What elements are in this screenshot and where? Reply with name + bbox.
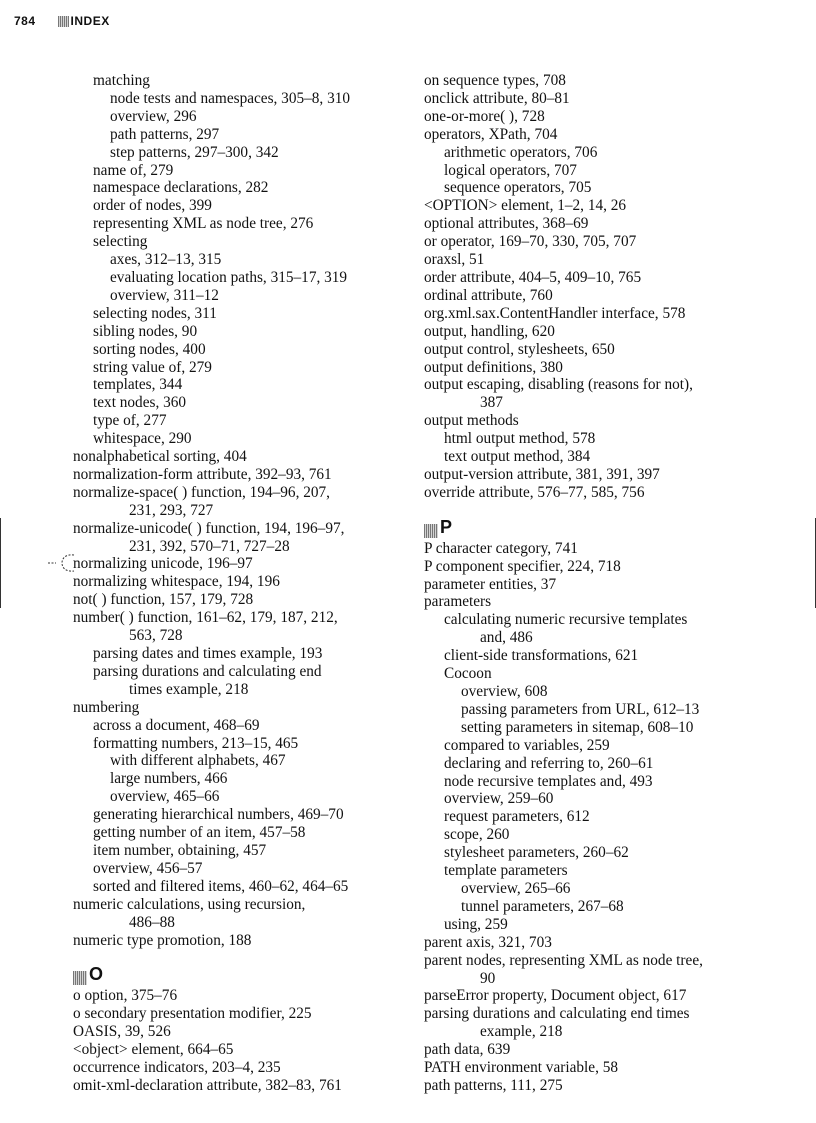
index-subentry: sorted and filtered items, 460–62, 464–65 xyxy=(93,877,349,895)
index-entry-continuation: 486–88 xyxy=(129,913,175,931)
index-entry: OASIS, 39, 526 xyxy=(73,1023,171,1041)
index-subentry: matching xyxy=(93,72,150,89)
index-subsubentry: axes, 312–13, 315 xyxy=(110,251,222,269)
index-entry-continuation: 231, 392, 570–71, 727–28 xyxy=(129,537,290,555)
index-entry: <OPTION> element, 1–2, 14, 26 xyxy=(424,197,627,215)
index-subsubentry: with different alphabets, 467 xyxy=(110,752,286,770)
index-entry: output control, stylesheets, 650 xyxy=(424,340,615,358)
running-header xyxy=(14,11,110,31)
index-subentry: formatting numbers, 213–15, 465 xyxy=(93,734,299,752)
index-entry: oraxsl, 51 xyxy=(424,251,485,269)
index-subentry: representing XML as node tree, 276 xyxy=(93,215,314,233)
index-entry: omit-xml-declaration attribute, 382–83, 761 xyxy=(73,1076,342,1094)
letter-heading xyxy=(73,957,393,987)
index-subsubentry: overview, 465–66 xyxy=(110,788,220,806)
index-subentry: parsing durations and calculating end xyxy=(93,662,322,680)
index-subsubentry: evaluating location paths, 315–17, 319 xyxy=(110,268,348,286)
index-subentry: text output method, 384 xyxy=(444,448,591,466)
index-subentry: client-side transformations, 621 xyxy=(444,647,639,665)
index-entry: number( ) function, 161–62, 179, 187, 212, xyxy=(73,609,338,627)
index-subsubentry: overview, 296 xyxy=(110,107,197,125)
index-entry-continuation: and, 486 xyxy=(480,629,533,647)
index-entry: o option, 375–76 xyxy=(73,987,178,1005)
index-subentry: Cocoon xyxy=(444,665,492,683)
index-subsubentry: node tests and namespaces, 305–8, 310 xyxy=(110,89,351,107)
index-entry: output methods xyxy=(424,412,519,430)
index-subsubentry: path patterns, 297 xyxy=(110,125,220,143)
index-entry: numeric calculations, using recursion, xyxy=(73,895,306,913)
index-entry: output, handling, 620 xyxy=(424,322,555,340)
index-entry: parameter entities, 37 xyxy=(424,575,557,593)
section-title: INDEX xyxy=(70,14,110,28)
index-entry: parameters xyxy=(424,593,492,611)
index-subentry: across a document, 468–69 xyxy=(93,716,260,734)
index-entry: onclick attribute, 80–81 xyxy=(424,89,570,107)
index-subentry: type of, 277 xyxy=(93,412,167,430)
index-subsubentry: overview, 311–12 xyxy=(110,286,219,304)
index-entry: on sequence types, 708 xyxy=(424,72,566,89)
index-subentry: selecting xyxy=(93,233,148,251)
index-column-right xyxy=(424,72,764,1095)
index-entry: one-or-more( ), 728 xyxy=(424,107,545,125)
index-entry: numbering xyxy=(73,698,140,716)
index-entry: optional attributes, 368–69 xyxy=(424,215,589,233)
index-subentry: parsing dates and times example, 193 xyxy=(93,645,323,662)
index-subentry: generating hierarchical numbers, 469–70 xyxy=(93,806,344,824)
header-square-icon xyxy=(58,16,69,27)
index-entry: P component specifier, 224, 718 xyxy=(424,557,621,575)
index-entry: ordinal attribute, 760 xyxy=(424,286,553,304)
index-subentry: template parameters xyxy=(444,862,568,880)
index-subsubentry: passing parameters from URL, 612–13 xyxy=(461,700,700,718)
index-entry-continuation: example, 218 xyxy=(480,1023,563,1041)
index-entry: <object> element, 664–65 xyxy=(73,1041,234,1059)
index-subentry: declaring and referring to, 260–61 xyxy=(444,754,654,772)
index-entry: o secondary presentation modifier, 225 xyxy=(73,1005,312,1023)
crop-line-left xyxy=(0,518,1,608)
index-subsubentry: large numbers, 466 xyxy=(110,770,228,788)
index-subentry: stylesheet parameters, 260–62 xyxy=(444,844,629,862)
index-column-left xyxy=(73,72,393,1095)
index-entry: nonalphabetical sorting, 404 xyxy=(73,448,247,466)
index-entry: parent nodes, representing XML as node tree, xyxy=(424,951,703,969)
index-subentry: whitespace, 290 xyxy=(93,430,192,448)
index-entry-continuation: 563, 728 xyxy=(129,627,183,645)
index-entry: path patterns, 111, 275 xyxy=(424,1076,563,1094)
index-subentry: string value of, 279 xyxy=(93,358,212,376)
index-subentry: overview, 456–57 xyxy=(93,859,203,877)
index-subentry: arithmetic operators, 706 xyxy=(444,143,598,161)
index-entry: normalize-unicode( ) function, 194, 196–97, xyxy=(73,519,345,537)
index-entry: operators, XPath, 704 xyxy=(424,125,558,143)
index-subsubentry: tunnel parameters, 267–68 xyxy=(461,897,624,915)
index-entry: PATH environment variable, 58 xyxy=(424,1059,619,1077)
index-subentry: html output method, 578 xyxy=(444,430,596,448)
index-subentry: using, 259 xyxy=(444,915,508,933)
index-subentry: calculating numeric recursive templates xyxy=(444,611,688,629)
index-entry: occurrence indicators, 203–4, 235 xyxy=(73,1059,281,1077)
index-subentry: sequence operators, 705 xyxy=(444,179,592,197)
index-entry: not( ) function, 157, 179, 728 xyxy=(73,591,254,609)
index-entry: path data, 639 xyxy=(424,1041,511,1059)
index-entry: parent axis, 321, 703 xyxy=(424,933,552,951)
index-subentry: text nodes, 360 xyxy=(93,394,187,412)
index-subentry: templates, 344 xyxy=(93,376,183,394)
index-entry-continuation: 387 xyxy=(480,394,503,412)
index-entry: normalizing whitespace, 194, 196 xyxy=(73,573,280,591)
index-subentry: node recursive templates and, 493 xyxy=(444,772,653,790)
index-subsubentry: overview, 608 xyxy=(461,683,548,700)
index-entry: override attribute, 576–77, 585, 756 xyxy=(424,483,645,501)
index-subentry: request parameters, 612 xyxy=(444,808,590,826)
index-entry: parsing durations and calculating end times xyxy=(424,1005,690,1023)
index-subentry: logical operators, 707 xyxy=(444,161,577,179)
heading-square-icon xyxy=(73,971,87,985)
index-entry: parseError property, Document object, 617 xyxy=(424,987,687,1005)
index-subsubentry: step patterns, 297–300, 342 xyxy=(110,143,279,161)
index-subentry: selecting nodes, 311 xyxy=(93,304,217,322)
index-entry: order attribute, 404–5, 409–10, 765 xyxy=(424,268,642,286)
index-entry: normalizing unicode, 196–97 xyxy=(73,555,253,573)
index-entry: P character category, 741 xyxy=(424,539,578,557)
index-entry: output escaping, disabling (reasons for not), xyxy=(424,376,693,394)
heading-square-icon xyxy=(424,524,438,538)
index-subentry: scope, 260 xyxy=(444,826,510,844)
index-entry-continuation: times example, 218 xyxy=(129,680,249,698)
index-subsubentry: overview, 265–66 xyxy=(461,879,571,897)
letter-heading-text: P xyxy=(440,516,453,537)
index-subentry: sibling nodes, 90 xyxy=(93,322,198,340)
index-entry: output-version attribute, 381, 391, 397 xyxy=(424,465,660,483)
index-subentry: namespace declarations, 282 xyxy=(93,179,269,197)
letter-heading xyxy=(424,510,764,540)
index-entry: output definitions, 380 xyxy=(424,358,563,376)
index-subentry: item number, obtaining, 457 xyxy=(93,841,267,859)
index-subsubentry: setting parameters in sitemap, 608–10 xyxy=(461,718,694,736)
letter-heading-text: O xyxy=(89,964,104,985)
index-entry-continuation: 231, 293, 727 xyxy=(129,501,214,519)
index-entry: org.xml.sax.ContentHandler interface, 578 xyxy=(424,304,686,322)
index-subentry: order of nodes, 399 xyxy=(93,197,212,215)
index-entry: or operator, 169–70, 330, 705, 707 xyxy=(424,233,637,251)
index-entry: numeric type promotion, 188 xyxy=(73,931,252,949)
index-entry-continuation: 90 xyxy=(480,969,496,987)
index-entry: normalization-form attribute, 392–93, 761 xyxy=(73,465,332,483)
index-subentry: overview, 259–60 xyxy=(444,790,554,808)
index-subentry: sorting nodes, 400 xyxy=(93,340,206,358)
page-number: 784 xyxy=(14,14,36,28)
index-subentry: getting number of an item, 457–58 xyxy=(93,824,306,842)
index-subentry: name of, 279 xyxy=(93,161,174,179)
index-subentry: compared to variables, 259 xyxy=(444,736,610,754)
pen-mark-icon xyxy=(44,552,76,574)
index-entry: normalize-space( ) function, 194–96, 207, xyxy=(73,483,330,501)
